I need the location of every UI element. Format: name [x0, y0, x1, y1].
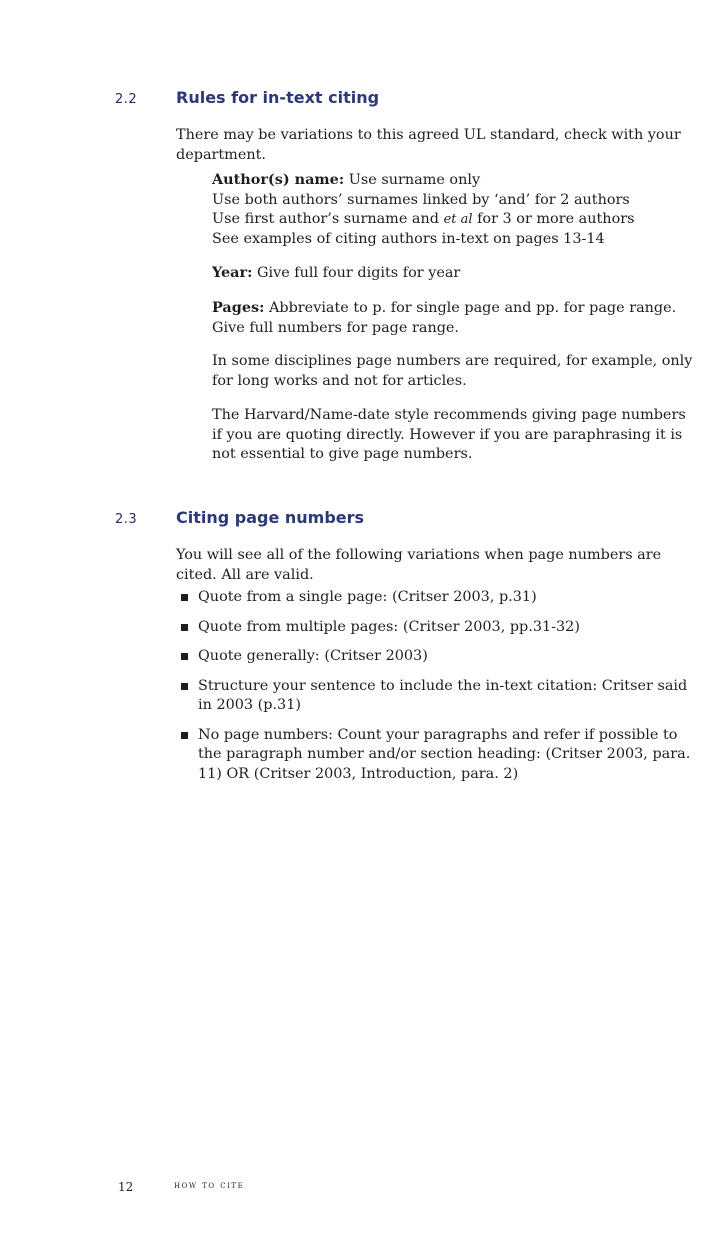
square-bullet-icon — [181, 624, 188, 631]
rule-label: Year: — [212, 264, 253, 281]
rule-text: for long works and not for articles. — [212, 372, 467, 389]
page-number: 12 — [118, 1180, 134, 1194]
pages-rule — [212, 298, 677, 338]
citation-variations-list — [176, 588, 691, 794]
running-head: how to cite — [174, 1180, 245, 1191]
rule-text: Use both authors’ surnames linked by ‘and’ for 2 authors — [212, 191, 630, 208]
square-bullet-icon — [181, 683, 188, 690]
intro-line: department. — [176, 146, 266, 163]
square-bullet-icon — [181, 732, 188, 739]
rule-text: Give full numbers for page range. — [212, 319, 460, 336]
rule-text: See examples of citing authors in-text on pages 13-14 — [212, 230, 605, 247]
list-item: Structure your sentence to include the in-text citation: Critser said in 2003 (p.31) — [176, 677, 646, 716]
section-heading: Citing page numbers — [176, 508, 365, 527]
list-item: Quote from a single page: (Critser 2003, p.31) — [176, 588, 646, 608]
rule-text: for 3 or more authors — [472, 211, 635, 227]
rule-text: Use first author’s surname and — [212, 211, 444, 227]
list-item: Quote from multiple pages: (Critser 2003, pp.31-32) — [176, 618, 646, 638]
rule-text: In some disciplines page numbers are required, for example, only — [212, 353, 693, 369]
rule-italic-term: et al — [443, 212, 473, 227]
rule-text: Use surname only — [344, 172, 481, 188]
harvard-note — [212, 406, 686, 465]
rule-text: if you are quoting directly. However if you are paraphrasing it is — [212, 426, 683, 443]
rule-text: Abbreviate to p. for single page and pp. for page range. — [264, 300, 677, 316]
section-intro — [176, 126, 681, 165]
rule-text: Give full four digits for year — [252, 265, 461, 281]
square-bullet-icon — [181, 653, 188, 660]
authors-rule — [212, 170, 652, 249]
list-item: Quote generally: (Critser 2003) — [176, 647, 646, 667]
section-number: 2.2 — [115, 92, 138, 107]
list-item: No page numbers: Count your paragraphs and refer if possible to the paragraph number and/or section heading: (Critser 2003, para. 11) OR (Critser 2003, Introduction, para. 2) — [176, 726, 646, 785]
disciplines-note — [212, 352, 693, 391]
intro-line: You will see all of the following variations when page numbers are — [176, 547, 662, 563]
section-heading: Rules for in-text citing — [176, 88, 380, 107]
intro-line: There may be variations to this agreed UL standard, check with your — [176, 127, 681, 143]
year-rule — [212, 263, 652, 284]
section-number: 2.3 — [115, 512, 138, 527]
intro-line: cited. All are valid. — [176, 566, 314, 583]
rule-text: not essential to give page numbers. — [212, 446, 473, 462]
rule-label: Author(s) name: — [212, 171, 345, 188]
section-intro — [176, 546, 662, 585]
square-bullet-icon — [181, 594, 188, 601]
rule-label: Pages: — [212, 299, 265, 316]
rule-text: The Harvard/Name-date style recommends giving page numbers — [212, 407, 686, 423]
